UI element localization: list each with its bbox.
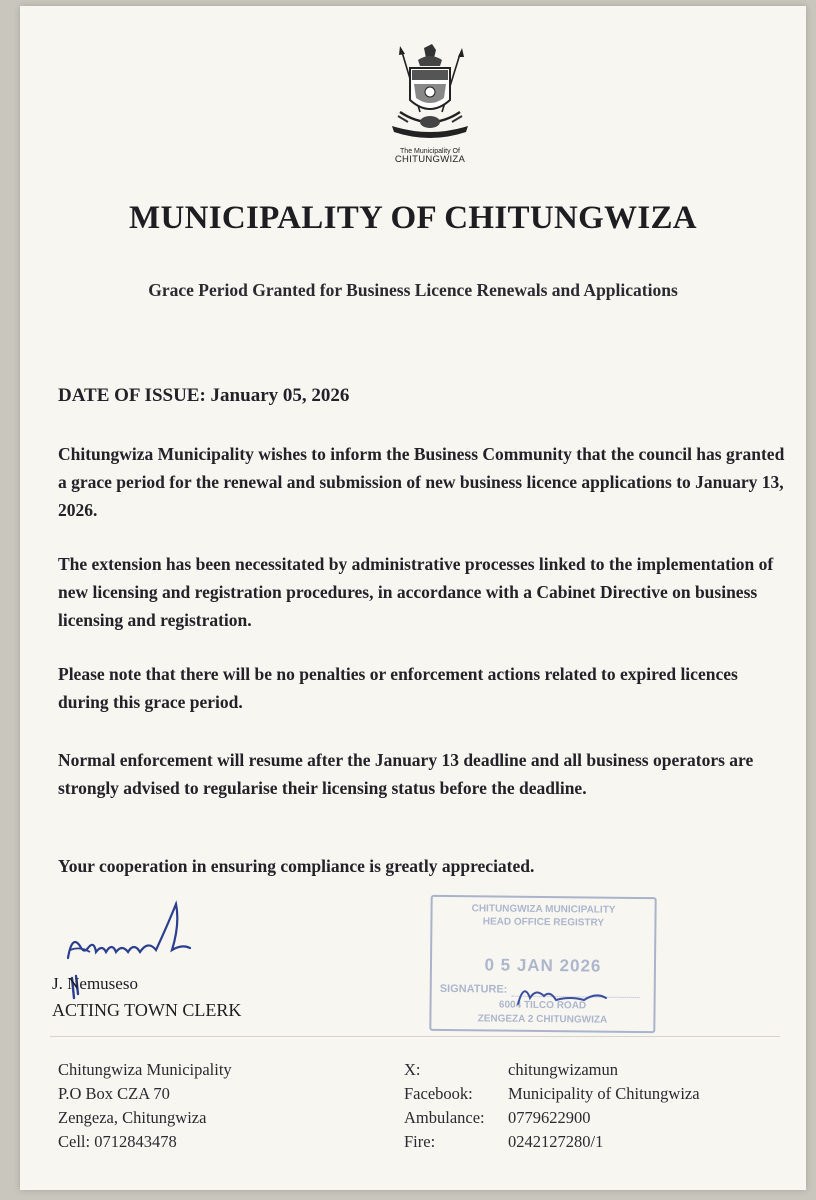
contact-label: Ambulance: — [404, 1108, 485, 1127]
footer-town: Zengeza, Chitungwiza — [58, 1108, 207, 1127]
crest-caption-big: CHITUNGWIZA — [394, 154, 466, 166]
contact-value: Municipality of Chitungwiza — [508, 1084, 700, 1103]
contact-label: Facebook: — [404, 1084, 473, 1103]
footer-divider — [50, 1036, 780, 1037]
coat-of-arms-icon — [380, 42, 480, 146]
contact-row-ambulance — [404, 1106, 700, 1130]
footer-address — [58, 1058, 232, 1154]
stamp-signature-label: SIGNATURE: — [439, 982, 508, 996]
contact-label: Fire: — [404, 1132, 436, 1151]
contact-row-x — [404, 1058, 700, 1082]
signer-title: ACTING TOWN CLERK — [52, 1000, 242, 1020]
paragraph-closing: Your cooperation in ensuring compliance is greatly appreciated. — [58, 856, 535, 876]
stamp-date: 0 5 JAN 2026 — [484, 955, 602, 976]
footer-cell: Cell: 0712843478 — [58, 1132, 177, 1151]
stamp-road: 6004 TILCO ROAD — [498, 999, 587, 1012]
date-of-issue: DATE OF ISSUE: January 05, 2026 — [58, 385, 350, 406]
contact-row-fire — [404, 1130, 700, 1154]
stamp-initials-signature — [510, 978, 620, 1012]
footer-contacts — [404, 1058, 700, 1154]
page-subtitle: Grace Period Granted for Business Licence Renewals and Applications — [148, 280, 678, 300]
contact-value: 0242127280/1 — [508, 1132, 604, 1151]
stamp-line-1: CHITUNGWIZA MUNICIPALITY — [471, 903, 616, 916]
stamp-line-2: HEAD OFFICE REGISTRY — [482, 916, 605, 929]
footer-po-box: P.O Box CZA 70 — [58, 1084, 170, 1103]
contact-label: X: — [404, 1060, 421, 1079]
page-title: MUNICIPALITY OF CHITUNGWIZA — [129, 200, 697, 236]
contact-value: chitungwizamun — [508, 1060, 618, 1079]
signer-name: J. Nemuseso — [52, 974, 138, 993]
paragraph-enforcement-resume: Normal enforcement will resume after the January 13 deadline and all business operators are strongly advised to regularise their licensing status before the deadline. — [58, 750, 754, 798]
paragraph-no-penalties: Please note that there will be no penalties or enforcement actions related to expired licences during this grace period. — [58, 664, 738, 712]
crest-caption-small: The Municipality Of — [400, 148, 460, 155]
stamp-bottom-line: ZENGEZA 2 CHITUNGWIZA — [477, 1013, 608, 1026]
notice-page — [20, 6, 806, 1190]
paragraph-extension-reason: The extension has been necessitated by administrative processes linked to the implementation of new licensing and registration procedures, in accordance with a Cabinet Directive on business licensing and registration. — [58, 554, 774, 630]
contact-value: 0779622900 — [508, 1108, 591, 1127]
registry-stamp — [429, 895, 656, 1033]
paragraph-grace-period: Chitungwiza Municipality wishes to inform the Business Community that the council has granted a grace period for the renewal and submission of new business licence applications to January 13, 2026. — [58, 444, 785, 520]
contact-row-facebook — [404, 1082, 700, 1106]
crest-caption — [360, 148, 500, 165]
footer-org: Chitungwiza Municipality — [58, 1060, 232, 1079]
